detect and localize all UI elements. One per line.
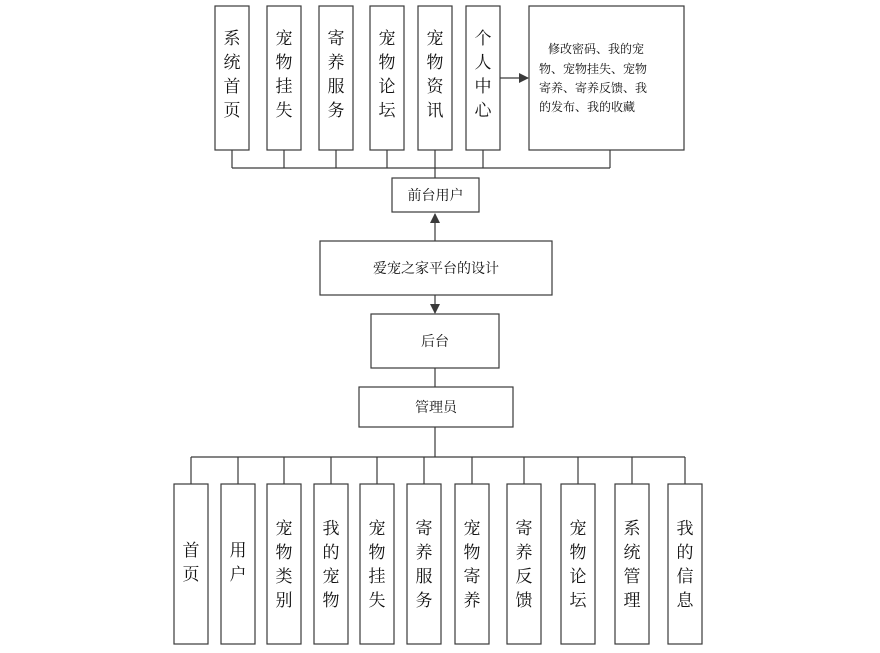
front-module-system-home [215,6,249,150]
back-module-boarding-service [407,484,441,644]
back-module-pet-forum [561,484,595,644]
admin-node [359,387,513,427]
front-module-pet-lost [267,6,301,150]
front-connectors [232,150,610,178]
front-modules [215,6,500,150]
front-module-label: 宠物论坛 [378,29,396,121]
back-module-label: 寄养服务 [415,519,433,611]
detail-line: 的发布、我的收藏 [539,100,636,114]
back-module-label: 宠物寄养 [463,519,481,611]
admin-label: 管理员 [415,400,457,416]
back-module-system-management [615,484,649,644]
front-module-label: 寄养服务 [327,29,345,121]
back-module-label: 用户 [229,541,247,585]
back-module-my-pets [314,484,348,644]
back-module-pet-lost [360,484,394,644]
front-module-label: 系统首页 [223,29,241,121]
back-module-label: 首页 [182,541,200,585]
back-module-pet-boarding [455,484,489,644]
back-module-label: 我的信息 [676,519,694,611]
front-user-node [392,178,479,212]
front-user-label: 前台用户 [407,188,464,204]
back-modules [174,484,702,644]
front-module-label: 个人中心 [474,29,492,121]
front-module-boarding-service [319,6,353,150]
back-module-users [221,484,255,644]
back-module-boarding-feedback [507,484,541,644]
front-module-pet-forum [370,6,404,150]
back-module-label: 系统管理 [623,519,641,611]
back-module-label: 我的宠物 [322,519,340,611]
back-module-label: 宠物类别 [275,519,293,611]
front-module-pet-news [418,6,452,150]
personal-center-detail [529,6,684,150]
backend-label: 后台 [421,334,449,350]
diagram-title: 爱宠之家平台的设计 [373,261,499,277]
front-module-personal-center [466,6,500,150]
back-module-home [174,484,208,644]
backend-node [371,314,499,368]
back-module-label: 寄养反馈 [515,519,533,611]
front-module-label: 宠物资讯 [426,29,444,121]
detail-line: 物、宠物挂失、宠物 [539,62,648,76]
back-module-label: 宠物挂失 [368,519,386,611]
back-module-label: 宠物论坛 [569,519,587,611]
detail-line: 修改密码、我的宠 [548,42,645,56]
back-module-pet-category [267,484,301,644]
back-module-my-info [668,484,702,644]
title-node [320,241,552,295]
detail-line: 寄养、寄养反馈、我 [539,81,648,95]
front-module-label: 宠物挂失 [275,29,293,121]
back-connectors [191,457,685,484]
